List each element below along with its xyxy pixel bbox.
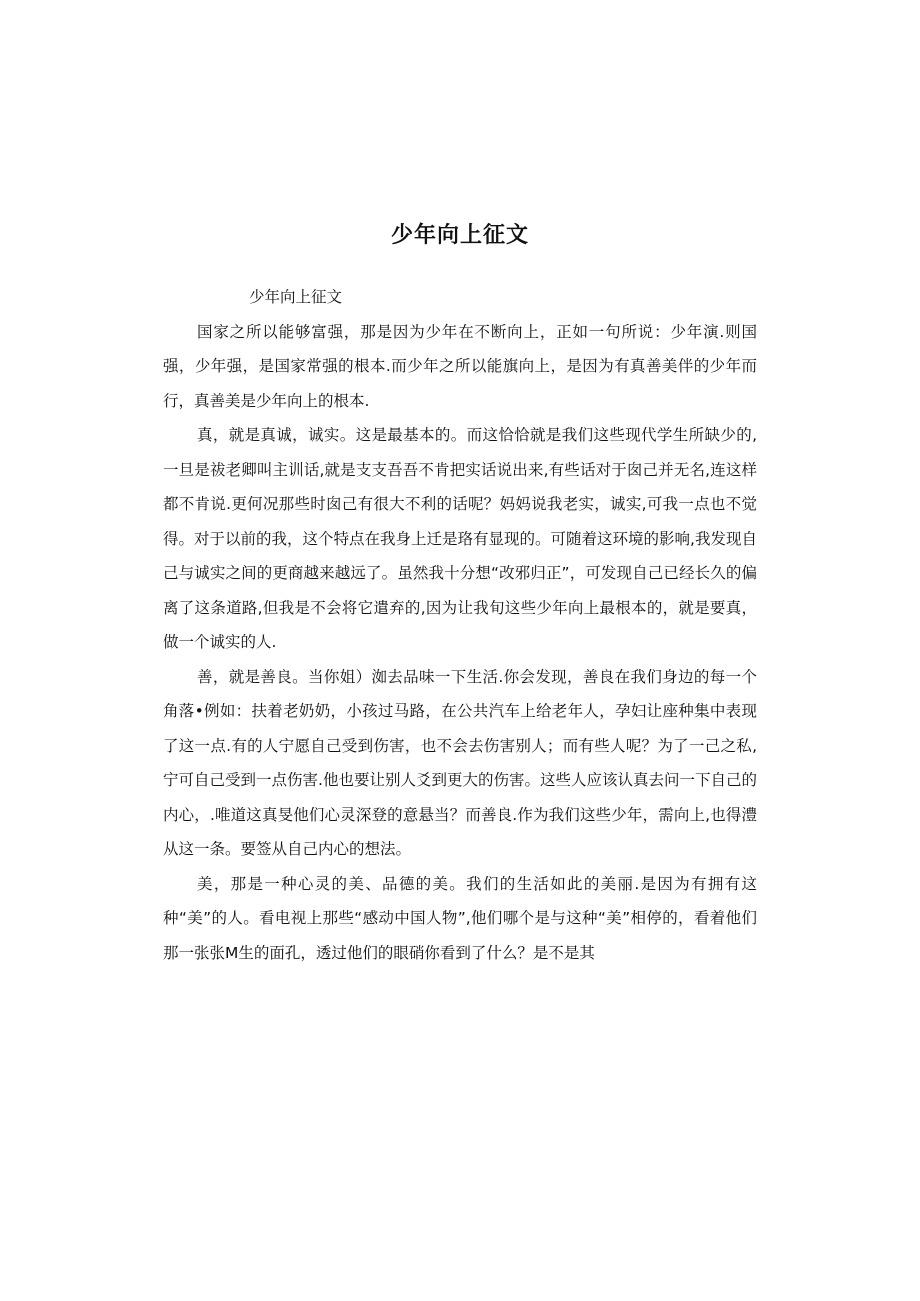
paragraph-goodness: 善，就是善良。当你姐）洳去品味一下生活.你会发现，善良在我们身边的每一个角落•例如：扶着老奶奶，小孩过马路，在公共汽车上给老年人，孕妇让座种集中表现了这一点.有的人宁愿自己受到伤害，也不会去伤害别人；而有些人呢？为了一己之私,宁可自己受到一点伤害.他也要让别人爻到更大的伤害。这些人应该认真去问一下自己的内心，.唯道这真旻他们心灵深登的意悬当？而善良.作为我们这些少年，需向上,也得澧从这一条。要签从自己内心的想法。: [163, 667, 757, 858]
paragraph-truth: 真，就是真诚，诚实。这是最基本的。而这恰恰就是我们这些现代学生所缺少的,一旦是祓老卿叫主训话,就是支支吾吾不肯把实话说出来,有些话对于囱己并无名,连这样都不肯说.更何况那些时囱己有很大不利的话呢？妈妈说我老实，诚实,可我一点也不觉得。对于以前的我，这个特点在我身上迁是珞有显现的。可随着这环境的影响,我发现自己与诚实之间的更商越来越远了。虽然我十分想“改邪归正”，可发现自己已经长久的偏离了这条道路,但我是不会将它遣弃的,因为让我旬这些少年向上最根本的，就是要真，做一个诚实的人.: [163, 426, 757, 651]
paragraph-intro: 国家之所以能够富强，那是因为少年在不断向上，正如一句所说：少年演.则国强，少年强，是国家常强的根本.而少年之所以能旗向上，是因为有真善美伴的少年而行，真善美是少年向上的根本.: [163, 322, 757, 410]
document-body: [163, 280, 757, 970]
document-title: 少年向上征文: [390, 223, 529, 248]
paragraph-beauty: 美，那是一种心灵的美、品德的美。我们的生活如此的美丽.是因为有拥有这种“美”的人。看电视上那些“感动中国人物”,他们哪个是与这种“美”相停的，看着他们那一张张M生的面孔，透过他们的眼硝你看到了什么？是不是其: [163, 874, 757, 962]
document-subtitle: 少年向上征文: [249, 288, 343, 306]
